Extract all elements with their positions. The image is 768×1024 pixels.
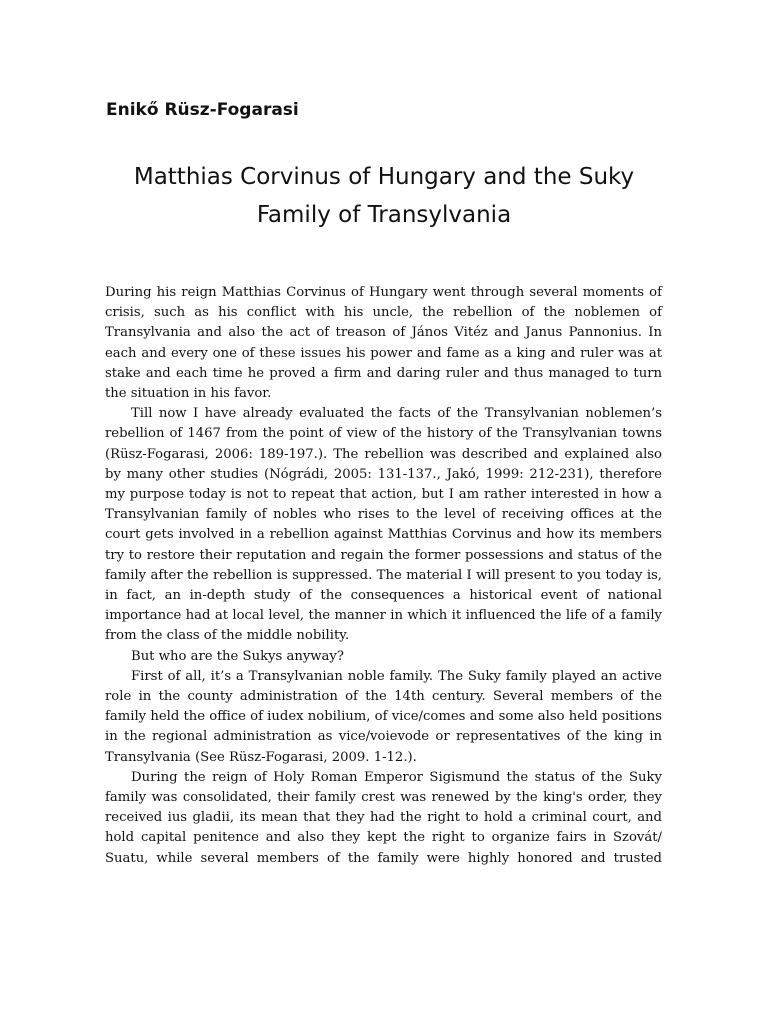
body-text — [105, 283, 662, 869]
paragraph: First of all, it’s a Transylvanian noble family. The Suky family played an active role in the county administration of the 14th century. Several members of the family held the office of iudex nobilium, of vice/comes and some also held positions in the regional administration as vice/voievode or representatives of the king in Transylvania (See Rüsz-Fogarasi, 2009. 1-12.). — [105, 668, 662, 765]
paragraph: During his reign Matthias Corvinus of Hungary went through several moments of crisis, such as his conflict with his uncle, the rebellion of the noblemen of Transylvania and also the act of treason of János Vitéz and Janus Pannonius. In each and every one of these issues his power and fame as a king and ruler was at stake and each time he proved a firm and daring ruler and thus managed to turn the situation in his favor. — [105, 285, 662, 402]
author-name: Enikő Rüsz-Fogarasi — [106, 100, 299, 120]
title-line: Matthias Corvinus of Hungary and the Suky — [133, 164, 635, 190]
document-title — [0, 158, 768, 234]
paragraph: But who are the Sukys anyway? — [131, 648, 344, 664]
title-line: Family of Transylvania — [256, 202, 512, 228]
paragraph: During the reign of Holy Roman Emperor Sigismund the status of the Suky family was consolidated, their family crest was renewed by the king's order, they received ius gladii, its mean that they had the right to hold a criminal court, and hold capital penitence and also they kept the right to organize fairs in Szovát/ Suatu, while several members of the family were highly honored and trusted — [105, 769, 662, 866]
paragraph: Till now I have already evaluated the facts of the Transylvanian noblemen’s rebellion of 1467 from the point of view of the history of the Transylvanian towns (Rüsz-Fogarasi, 2006: 189-197.). The rebellion was described and explained also by many other studies (Nógrádi, 2005: 131-137., Jakó, 1999: 212-231), therefore my purpose today is not to repeat that action, but I am rather interested in how a Transylvanian family of nobles who rises to the level of receiving offices at the court gets involved in a rebellion against Matthias Corvinus and how its members try to restore their reputation and regain the former possessions and status of the family after the rebellion is suppressed. The material I will present to you today is, in fact, an in-depth study of the consequences a historical event of national importance had at local level, the manner in which it influenced the life of a family from the class of the middle nobility. — [105, 406, 662, 644]
